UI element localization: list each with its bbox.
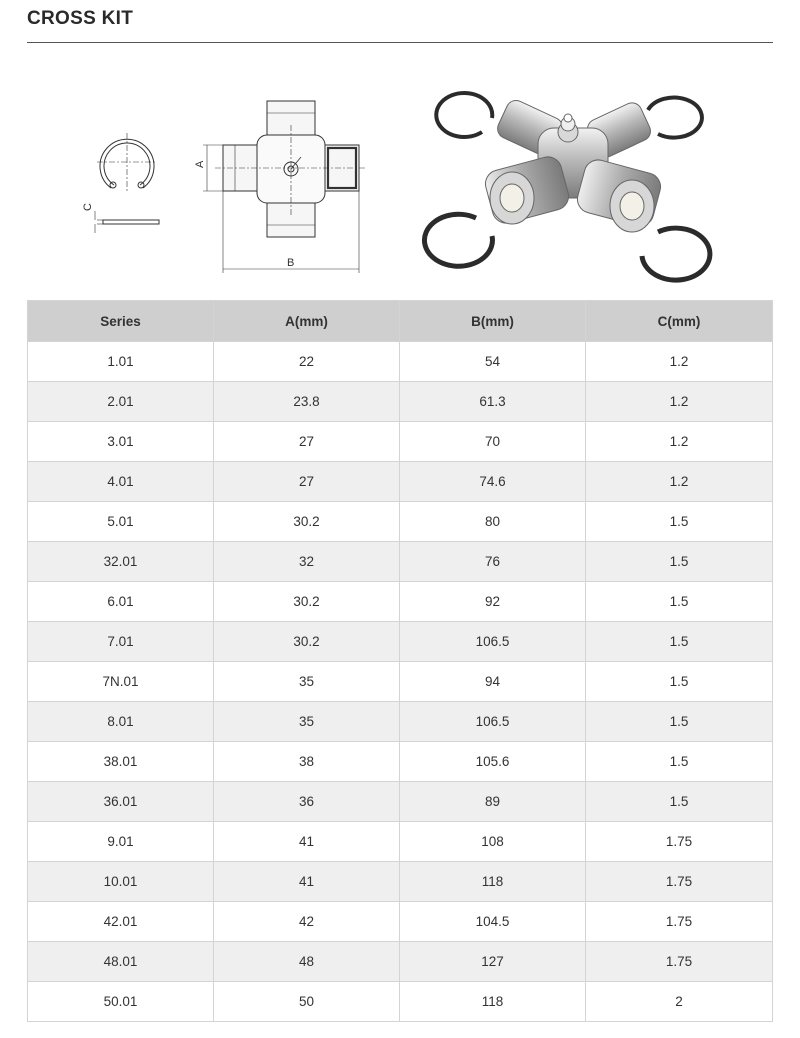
table-row xyxy=(28,462,773,502)
series-cell: 7N.01 xyxy=(28,662,214,702)
table-row xyxy=(28,622,773,662)
table-row xyxy=(28,942,773,982)
c-mm-cell: 1.5 xyxy=(586,742,773,782)
table-body xyxy=(28,342,773,1022)
cross-kit-drawing xyxy=(185,95,380,275)
c-mm-cell: 1.75 xyxy=(586,862,773,902)
series-cell: 8.01 xyxy=(28,702,214,742)
series-cell: 9.01 xyxy=(28,822,214,862)
c-mm-cell: 2 xyxy=(586,982,773,1022)
table-row xyxy=(28,542,773,582)
snap-ring-top-left xyxy=(436,93,492,137)
b-mm-cell: 74.6 xyxy=(400,462,586,502)
c-mm-cell: 1.5 xyxy=(586,542,773,582)
a-mm-cell: 27 xyxy=(214,422,400,462)
dim-a-label: A xyxy=(194,160,206,168)
b-mm-cell: 118 xyxy=(400,862,586,902)
table-row xyxy=(28,502,773,542)
b-mm-cell: 105.6 xyxy=(400,742,586,782)
series-cell: 50.01 xyxy=(28,982,214,1022)
c-mm-cell: 1.2 xyxy=(586,462,773,502)
a-mm-cell: 48 xyxy=(214,942,400,982)
a-mm-cell: 41 xyxy=(214,862,400,902)
c-mm-cell: 1.5 xyxy=(586,782,773,822)
cross-kit-product-image xyxy=(420,88,720,283)
b-mm-cell: 118 xyxy=(400,982,586,1022)
table-row xyxy=(28,342,773,382)
snap-ring-bottom-right xyxy=(642,228,710,280)
column-header-a: A(mm) xyxy=(214,301,400,342)
series-cell: 1.01 xyxy=(28,342,214,382)
table-row xyxy=(28,702,773,742)
b-mm-cell: 108 xyxy=(400,822,586,862)
table-row xyxy=(28,742,773,782)
dim-c-label: C xyxy=(82,203,94,211)
series-cell: 32.01 xyxy=(28,542,214,582)
a-mm-cell: 23.8 xyxy=(214,382,400,422)
c-mm-cell: 1.5 xyxy=(586,582,773,622)
a-mm-cell: 41 xyxy=(214,822,400,862)
table-row xyxy=(28,582,773,622)
title-divider xyxy=(27,42,773,43)
b-mm-cell: 127 xyxy=(400,942,586,982)
column-header-series: Series xyxy=(28,301,214,342)
b-mm-cell: 54 xyxy=(400,342,586,382)
table-row xyxy=(28,862,773,902)
a-mm-cell: 30.2 xyxy=(214,582,400,622)
c-mm-cell: 1.75 xyxy=(586,822,773,862)
a-mm-cell: 30.2 xyxy=(214,502,400,542)
snap-ring-top-right xyxy=(648,98,702,138)
a-mm-cell: 38 xyxy=(214,742,400,782)
table-header-row xyxy=(28,301,773,342)
table-row xyxy=(28,782,773,822)
series-cell: 10.01 xyxy=(28,862,214,902)
b-mm-cell: 94 xyxy=(400,662,586,702)
b-mm-cell: 80 xyxy=(400,502,586,542)
b-mm-cell: 61.3 xyxy=(400,382,586,422)
series-cell: 42.01 xyxy=(28,902,214,942)
table-row xyxy=(28,982,773,1022)
series-cell: 3.01 xyxy=(28,422,214,462)
table-row xyxy=(28,422,773,462)
a-mm-cell: 35 xyxy=(214,702,400,742)
a-mm-cell: 22 xyxy=(214,342,400,382)
table-row xyxy=(28,382,773,422)
series-cell: 6.01 xyxy=(28,582,214,622)
series-cell: 36.01 xyxy=(28,782,214,822)
series-cell: 2.01 xyxy=(28,382,214,422)
snap-ring-bottom-left xyxy=(424,214,492,266)
c-mm-cell: 1.5 xyxy=(586,702,773,742)
b-mm-cell: 76 xyxy=(400,542,586,582)
series-cell: 7.01 xyxy=(28,622,214,662)
b-mm-cell: 89 xyxy=(400,782,586,822)
table-row xyxy=(28,822,773,862)
table-row xyxy=(28,662,773,702)
b-mm-cell: 92 xyxy=(400,582,586,622)
a-mm-cell: 27 xyxy=(214,462,400,502)
table-row xyxy=(28,902,773,942)
c-mm-cell: 1.5 xyxy=(586,662,773,702)
b-mm-cell: 70 xyxy=(400,422,586,462)
series-cell: 48.01 xyxy=(28,942,214,982)
a-mm-cell: 36 xyxy=(214,782,400,822)
c-mm-cell: 1.75 xyxy=(586,902,773,942)
column-header-b: B(mm) xyxy=(400,301,586,342)
c-mm-cell: 1.2 xyxy=(586,342,773,382)
a-mm-cell: 30.2 xyxy=(214,622,400,662)
c-mm-cell: 1.5 xyxy=(586,502,773,542)
c-mm-cell: 1.2 xyxy=(586,382,773,422)
series-cell: 4.01 xyxy=(28,462,214,502)
a-mm-cell: 35 xyxy=(214,662,400,702)
page-title: CROSS KIT xyxy=(27,8,134,29)
series-cell: 38.01 xyxy=(28,742,214,782)
c-mm-cell: 1.75 xyxy=(586,942,773,982)
column-header-c: C(mm) xyxy=(586,301,773,342)
b-mm-cell: 106.5 xyxy=(400,702,586,742)
a-mm-cell: 42 xyxy=(214,902,400,942)
c-mm-cell: 1.5 xyxy=(586,622,773,662)
b-mm-cell: 104.5 xyxy=(400,902,586,942)
a-mm-cell: 32 xyxy=(214,542,400,582)
c-mm-cell: 1.2 xyxy=(586,422,773,462)
specification-table xyxy=(27,300,773,1022)
dim-b-label: B xyxy=(287,257,295,269)
snap-ring-drawing xyxy=(75,125,175,240)
a-mm-cell: 50 xyxy=(214,982,400,1022)
b-mm-cell: 106.5 xyxy=(400,622,586,662)
series-cell: 5.01 xyxy=(28,502,214,542)
